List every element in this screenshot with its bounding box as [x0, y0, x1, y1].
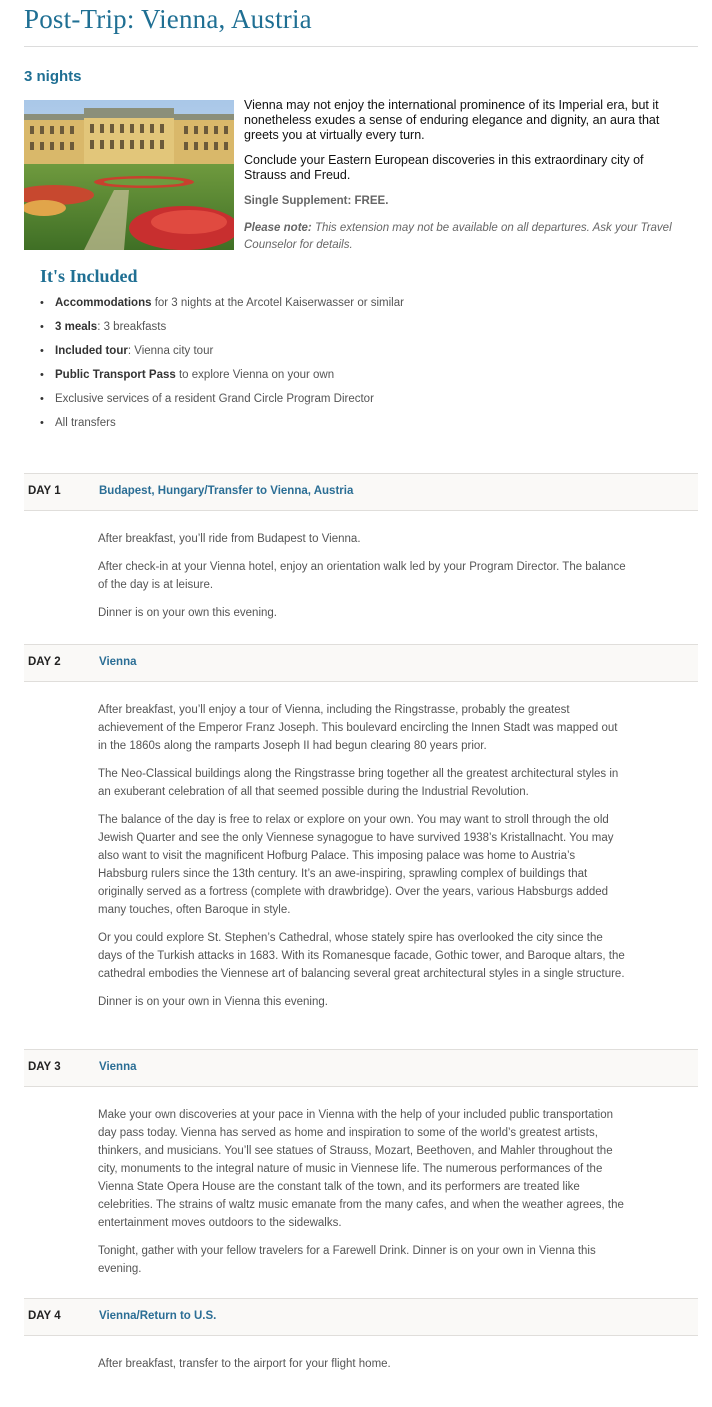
single-supplement: Single Supplement: FREE.: [244, 195, 389, 207]
included-item-bold: Included tour: [55, 345, 128, 357]
bullet-icon: •: [40, 321, 44, 333]
bullet-icon: •: [40, 369, 44, 381]
day-label: DAY 2: [28, 656, 61, 668]
included-item-bold: Accommodations: [55, 297, 152, 309]
day-place-link[interactable]: Budapest, Hungary/Transfer to Vienna, Austria: [99, 485, 354, 497]
included-item-text: : Vienna city tour: [127, 345, 214, 357]
day-paragraph: Dinner is on your own in Vienna this evening.: [98, 996, 328, 1008]
included-item: [40, 318, 410, 336]
day-paragraph: Or you could explore St. Stephen’s Cathedral, whose stately spire has overlooked the city since the days of the Turkish attacks in 1683. With its Romanesque facade, Gothic tower, and Baroque altars, the cathedral embodies the Viennese art of balancing several great architectural styles in a single structure.: [98, 932, 625, 980]
note-text: This extension may not be available on all departures. Ask your Travel Counselor for details.: [244, 222, 672, 251]
included-list: [40, 294, 410, 438]
day-paragraph: After check-in at your Vienna hotel, enjoy an orientation walk led by your Program Director. The balance of the day is at leisure.: [98, 561, 626, 591]
day-label: DAY 4: [28, 1310, 61, 1322]
bullet-icon: •: [40, 297, 44, 309]
day-paragraph: After breakfast, transfer to the airport for your flight home.: [98, 1358, 391, 1370]
included-item: [40, 414, 410, 432]
title-divider: [24, 46, 698, 47]
day-3-header[interactable]: [24, 1049, 698, 1087]
day-label: DAY 3: [28, 1061, 61, 1073]
day-paragraph: The balance of the day is free to relax or explore on your own. You may want to stroll through the old Jewish Quarter and see the only Viennese synagogue to have survived 1938’s Kristallnacht. You may also want to visit the magnificent Hofburg Palace. This imposing palace was home to Austria’s Habsburg rulers since the 13th century. It’s an awe-inspiring, sprawling complex of buildings that originally served as a fortress (complete with drawbridge). Over the years, various Habsburgs added many touches, often Baroque in style.: [98, 814, 614, 916]
day-place-link[interactable]: Vienna: [99, 656, 137, 668]
day-paragraph: Make your own discoveries at your pace in Vienna with the help of your included public transportation day pass today. Vienna has served as home and inspiration to some of the world’s greatest artists, thinkers, and musicians. You’ll see statues of Strauss, Mozart, Beethoven, and Mahler throughout the city, monuments to the integral nature of music in Viennese life. The numerous performances of the Vienna State Opera House are the constant talk of the town, and its performers are treated like celebrities. The strains of waltz music emanate from the many cafes, and when the weather agrees, the entertainment moves outdoors to the sidewalks.: [98, 1109, 624, 1229]
day-3-body: [98, 1106, 628, 1288]
included-item: [40, 390, 410, 408]
included-item-bold: Public Transport Pass: [55, 369, 176, 381]
day-paragraph: After breakfast, you’ll ride from Budapest to Vienna.: [98, 533, 361, 545]
day-place-link[interactable]: Vienna: [99, 1061, 137, 1073]
included-item: [40, 294, 410, 312]
intro-paragraph: Conclude your Eastern European discoveries in this extraordinary city of Strauss and Freud.: [244, 153, 644, 182]
day-4-header[interactable]: [24, 1298, 698, 1336]
day-4-body: [98, 1355, 628, 1383]
bullet-icon: •: [40, 345, 44, 357]
page-title: Post-Trip: Vienna, Austria: [24, 4, 312, 34]
note-label: Please note:: [244, 222, 312, 234]
bullet-icon: •: [40, 393, 44, 405]
day-1-header[interactable]: [24, 473, 698, 511]
nights-heading: 3 nights: [24, 68, 82, 85]
day-paragraph: After breakfast, you’ll enjoy a tour of Vienna, including the Ringstrasse, probably the greatest achievement of the Emperor Franz Joseph. This boulevard encircling the Innen Stadt was mapped out in the 1860s along the ramparts Joseph II had begun clearing 80 years prior.: [98, 704, 618, 752]
included-item-text: : 3 breakfasts: [97, 321, 167, 333]
day-place-link[interactable]: Vienna/Return to U.S.: [99, 1310, 217, 1322]
day-2-body: [98, 701, 628, 1021]
included-item-text: Exclusive services of a resident Grand Circle Program Director: [55, 393, 374, 405]
intro-paragraph: Vienna may not enjoy the international prominence of its Imperial era, but it nonetheless exudes a sense of enduring elegance and dignity, an aura that greets you at virtually every turn.: [244, 98, 660, 142]
included-item-text: to explore Vienna on your own: [175, 369, 335, 381]
included-item-text: All transfers: [55, 417, 116, 429]
palace-photo: [24, 100, 234, 250]
intro-text: [244, 98, 684, 193]
included-heading: It's Included: [40, 266, 138, 286]
schonbrunn-palace-image: [24, 100, 234, 250]
availability-note: [244, 220, 684, 254]
included-item: [40, 342, 410, 360]
included-item-text: for 3 nights at the Arcotel Kaiserwasser or similar: [151, 297, 404, 309]
day-paragraph: Dinner is on your own this evening.: [98, 607, 277, 619]
bullet-icon: •: [40, 417, 44, 429]
day-label: DAY 1: [28, 485, 61, 497]
day-paragraph: Tonight, gather with your fellow travelers for a Farewell Drink. Dinner is on your own in Vienna this evening.: [98, 1245, 596, 1275]
included-item-bold: 3 meals: [55, 321, 98, 333]
included-item: [40, 366, 410, 384]
day-2-header[interactable]: [24, 644, 698, 682]
day-1-body: [98, 530, 628, 632]
day-paragraph: The Neo-Classical buildings along the Ringstrasse bring together all the greatest architectural styles in an exuberant celebration of all that seemed possible during the Industrial Revolution.: [98, 768, 619, 798]
